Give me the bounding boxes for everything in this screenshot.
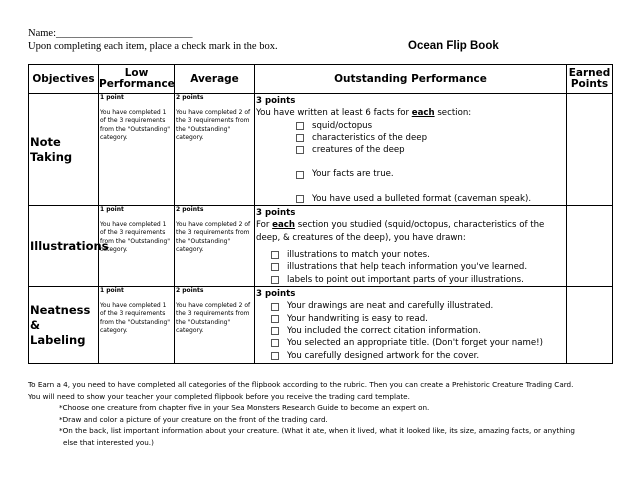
footer-bullet-continued: else that interested you.): [63, 437, 154, 447]
checkbox[interactable]: [271, 339, 279, 347]
objective-line: Taking: [30, 149, 73, 164]
checkbox[interactable]: [296, 122, 304, 130]
header-earned-line1: Earned: [568, 67, 611, 79]
checkbox[interactable]: [296, 134, 304, 142]
low-points: 1 point: [100, 206, 124, 214]
average-text: You have completed 2 of the 3 requirements from the "Outstanding" category.: [176, 220, 251, 254]
checklist-item[interactable]: creatures of the deep: [256, 144, 566, 156]
low-points: 1 point: [100, 94, 124, 101]
table-row: [29, 206, 613, 287]
average-text: You have completed 2 of the 3 requirements from the "Outstanding" category.: [176, 301, 251, 335]
checklist-item[interactable]: You have used a bulleted format (caveman speak).: [256, 193, 566, 205]
objective-line: Note: [30, 134, 61, 149]
header-low-performance: [99, 65, 175, 94]
checkbox[interactable]: [296, 171, 304, 179]
checklist-item[interactable]: You carefully designed artwork for the cover.: [256, 350, 566, 362]
low-cell: [99, 206, 175, 287]
outstanding-points: 3 points: [256, 208, 296, 219]
outstanding-cell: [255, 94, 567, 206]
low-cell: [99, 287, 175, 364]
objective-neatness-labeling: [29, 287, 99, 364]
average-points: 2 points: [176, 206, 204, 214]
objective-line: Neatness: [30, 302, 91, 317]
checklist-item[interactable]: Your facts are true.: [256, 168, 566, 180]
objective-line: & Labeling: [30, 317, 86, 347]
checkbox[interactable]: [296, 146, 304, 154]
header-low-line2: Performance: [99, 78, 175, 90]
checklist-item[interactable]: illustrations to match your notes.: [256, 249, 566, 261]
checkbox[interactable]: [271, 327, 279, 335]
checklist-item[interactable]: labels to point out important parts of your illustrations.: [256, 274, 566, 286]
header-outstanding: Outstanding Performance: [255, 65, 567, 94]
checklist-item[interactable]: illustrations that help teach information you've learned.: [256, 261, 566, 273]
outstanding-points: 3 points: [256, 96, 296, 106]
footer-bullet: *Draw and color a picture of your creature on the front of the trading card.: [59, 414, 328, 424]
document-title: Ocean Flip Book: [408, 40, 499, 52]
header-average: Average: [175, 65, 255, 94]
header-row: [29, 65, 613, 94]
average-cell: [175, 206, 255, 287]
footer-line: To Earn a 4, you need to have completed all categories of the flipbook according to the rubric. Then you can create a Prehistoric Creature Trading Card.: [28, 380, 574, 389]
checklist-item[interactable]: You selected an appropriate title. (Don't forget your name!): [256, 337, 566, 349]
low-cell: [99, 94, 175, 206]
checkbox[interactable]: [271, 276, 279, 284]
average-cell: [175, 287, 255, 364]
checkbox[interactable]: [271, 315, 279, 323]
outstanding-points: 3 points: [256, 289, 296, 300]
objective-illustrations: Illustrations: [29, 206, 99, 287]
footer-bullet: *On the back, list important information about your creature. (What it ate, when it lived, what it looked like, its size, amazing facts, or anything: [59, 426, 575, 436]
outstanding-intro: For each section you studied (squid/octopus, characteristics of the deep, & creatures of the deep), you have drawn:: [256, 220, 545, 243]
table-row: [29, 94, 613, 206]
footer-line: You will need to show your teacher your completed flipbook before you receive the trading card template.: [28, 391, 410, 401]
checkbox[interactable]: [271, 303, 279, 311]
header-objectives: Objectives: [29, 65, 99, 94]
average-points: 2 points: [176, 287, 204, 295]
low-text: You have completed 1 of the 3 requirements from the "Outstanding" category.: [100, 301, 171, 335]
outstanding-cell: [255, 206, 567, 287]
name-line: Name:__________________________: [28, 28, 193, 39]
average-text: You have completed 2 of the 3 requirements from the "Outstanding" category.: [176, 108, 251, 142]
average-points: 2 points: [176, 94, 204, 101]
average-cell: [175, 94, 255, 206]
checklist-item[interactable]: squid/octopus: [256, 120, 566, 132]
earned-points-cell[interactable]: [567, 287, 613, 364]
checklist-item[interactable]: You included the correct citation information.: [256, 325, 566, 337]
checkbox[interactable]: [271, 251, 279, 259]
checklist-item[interactable]: Your drawings are neat and carefully illustrated.: [256, 300, 566, 312]
low-text: You have completed 1 of the 3 requirements from the "Outstanding" category.: [100, 108, 171, 142]
footer-notes: [28, 379, 628, 449]
instructions: Upon completing each item, place a check mark in the box.: [28, 41, 278, 52]
rubric-table: [28, 64, 613, 364]
header-earned-line2: Points: [570, 78, 609, 90]
low-points: 1 point: [100, 287, 124, 295]
header-low-line1: Low: [124, 67, 149, 79]
checkbox[interactable]: [271, 263, 279, 271]
earned-points-cell[interactable]: [567, 206, 613, 287]
earned-points-cell[interactable]: [567, 94, 613, 206]
checklist-item[interactable]: characteristics of the deep: [256, 132, 566, 144]
footer-bullet: *Choose one creature from chapter five in your Sea Monsters Research Guide to become an expert on.: [59, 403, 430, 413]
outstanding-cell: [255, 287, 567, 364]
low-text: You have completed 1 of the 3 requirements from the "Outstanding" category.: [100, 220, 171, 254]
checklist-item[interactable]: Your handwriting is easy to read.: [256, 313, 566, 325]
checkbox[interactable]: [271, 352, 279, 360]
header-earned-points: [567, 65, 613, 94]
objective-note-taking: [29, 94, 99, 206]
table-row: [29, 287, 613, 364]
outstanding-intro: You have written at least 6 facts for each section:: [256, 108, 472, 119]
checkbox[interactable]: [296, 195, 304, 203]
